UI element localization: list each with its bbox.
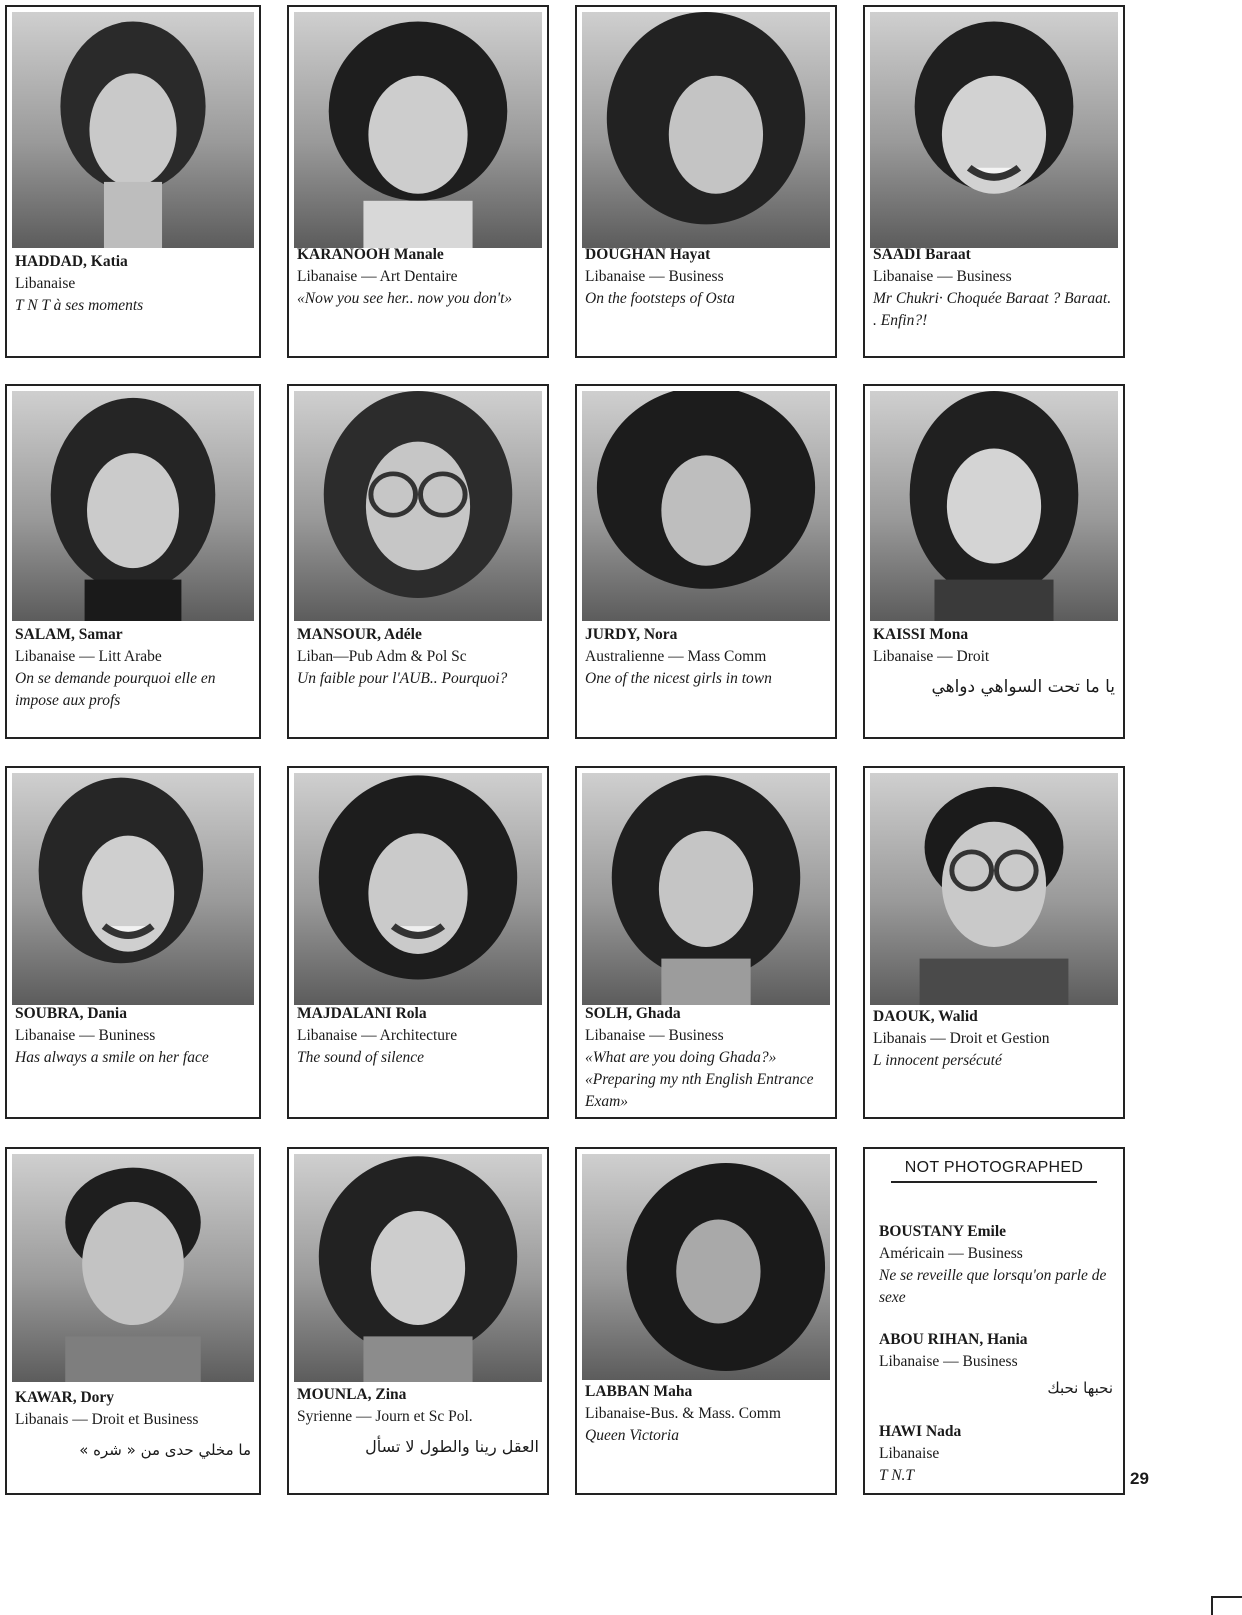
np-name: ABOU RIHAN, Hania xyxy=(879,1331,1028,1348)
np-quote: T N.T xyxy=(879,1467,915,1484)
student-quote-arabic: يا ما تحت السواهي دواهي xyxy=(931,677,1115,697)
portrait-photo xyxy=(12,391,254,621)
portrait-photo xyxy=(294,391,542,621)
student-nationality: Libanaise — Business xyxy=(585,268,724,285)
np-name: HAWI Nada xyxy=(879,1423,962,1440)
student-card-haddad xyxy=(5,5,261,358)
student-card-labban xyxy=(575,1147,837,1495)
portrait-photo xyxy=(294,12,542,248)
portrait-photo xyxy=(582,391,830,621)
portrait-photo xyxy=(294,773,542,1005)
portrait-photo xyxy=(12,1154,254,1382)
student-card-majdalani xyxy=(287,766,549,1119)
corner-crop-mark xyxy=(1211,1596,1242,1615)
student-name: KAWAR, Dory xyxy=(15,1389,115,1406)
np-nationality: Libanaise xyxy=(879,1445,940,1462)
not-photographed-title: NOT PHOTOGRAPHED xyxy=(891,1159,1097,1183)
student-quote: The sound of silence xyxy=(297,1049,424,1066)
np-quote: Ne se reveille que lorsqu'on parle de sexe xyxy=(879,1267,1107,1306)
student-quote: On se demande pourquoi elle en impose aux profs xyxy=(15,670,216,709)
student-quote: One of the nicest girls in town xyxy=(585,670,772,687)
portrait-photo xyxy=(870,773,1118,1005)
student-quote: «Now you see her.. now you don't» xyxy=(297,290,513,307)
portrait-photo xyxy=(12,12,254,248)
student-quote: Mr Chukri· Choquée Baraat ? Baraat. . Enfin?! xyxy=(873,290,1112,329)
student-quote: Queen Victoria xyxy=(585,1427,679,1444)
portrait-photo xyxy=(870,12,1118,248)
student-quote: Un faible pour l'AUB.. Pourquoi? xyxy=(297,670,508,687)
student-quote-arabic: ما مخلي حدى من « شره » xyxy=(79,1441,251,1459)
student-nationality: Libanais — Droit et Business xyxy=(15,1411,199,1428)
portrait-photo xyxy=(582,1154,830,1380)
student-quote: T N T à ses moments xyxy=(15,297,144,314)
student-card-soubra xyxy=(5,766,261,1119)
student-name: SALAM, Samar xyxy=(15,626,123,643)
student-nationality: Libanaise — Buniness xyxy=(15,1027,156,1044)
student-quote-arabic: العقل رينا والطول لا تسأل xyxy=(365,1437,539,1456)
np-name: BOUSTANY Emile xyxy=(879,1223,1007,1240)
student-card-kawar xyxy=(5,1147,261,1495)
np-nationality: Américain — Business xyxy=(879,1245,1023,1262)
student-quote: Has always a smile on her face xyxy=(15,1049,209,1066)
np-entry-hawi xyxy=(879,1421,1113,1487)
student-nationality: Libanais — Droit et Gestion xyxy=(873,1030,1050,1047)
student-nationality: Libanaise xyxy=(15,275,76,292)
student-card-karanooh xyxy=(287,5,549,358)
student-name: KARANOOH Manale xyxy=(297,246,444,263)
portrait-photo xyxy=(870,391,1118,621)
student-name: HADDAD, Katia xyxy=(15,253,128,270)
student-name: SOUBRA, Dania xyxy=(15,1005,127,1022)
student-nationality: Libanaise — Droit xyxy=(873,648,990,665)
student-card-salam xyxy=(5,384,261,739)
student-card-doughan xyxy=(575,5,837,358)
student-card-mansour xyxy=(287,384,549,739)
np-nationality: Libanaise — Business xyxy=(879,1353,1018,1370)
portrait-photo xyxy=(294,1154,542,1382)
student-card-mounla xyxy=(287,1147,549,1495)
student-quote: L innocent persécuté xyxy=(873,1052,1002,1069)
student-quote: On the footsteps of Osta xyxy=(585,290,735,307)
student-name: MAJDALANI Rola xyxy=(297,1005,427,1022)
student-nationality: Libanaise — Business xyxy=(873,268,1012,285)
student-name: LABBAN Maha xyxy=(585,1383,693,1400)
np-entry-boustany xyxy=(879,1221,1113,1309)
student-nationality: Libanaise — Art Dentaire xyxy=(297,268,458,285)
student-nationality: Libanaise — Litt Arabe xyxy=(15,648,162,665)
student-card-kaissi xyxy=(863,384,1125,739)
student-name: SOLH, Ghada xyxy=(585,1005,681,1022)
student-card-solh xyxy=(575,766,837,1119)
page-number: 29 xyxy=(1130,1469,1149,1488)
portrait-photo xyxy=(582,12,830,248)
student-name: KAISSI Mona xyxy=(873,626,969,643)
portrait-photo xyxy=(582,773,830,1005)
student-name: SAADI Baraat xyxy=(873,246,971,263)
student-nationality: Liban—Pub Adm & Pol Sc xyxy=(297,648,467,665)
student-nationality: Libanaise — Business xyxy=(585,1027,724,1044)
student-nationality: Libanaise — Architecture xyxy=(297,1027,458,1044)
student-name: MANSOUR, Adéle xyxy=(297,626,422,643)
np-quote-arabic: نحبها نحبك xyxy=(1047,1379,1113,1397)
student-name: DOUGHAN Hayat xyxy=(585,246,711,263)
student-card-daouk xyxy=(863,766,1125,1119)
student-card-saadi xyxy=(863,5,1125,358)
portrait-photo xyxy=(12,773,254,1005)
student-name: JURDY, Nora xyxy=(585,626,678,643)
not-photographed-panel xyxy=(863,1147,1125,1495)
student-name: MOUNLA, Zina xyxy=(297,1386,407,1403)
student-nationality: Libanaise-Bus. & Mass. Comm xyxy=(585,1405,781,1422)
student-nationality: Syrienne — Journ et Sc Pol. xyxy=(297,1408,473,1425)
np-entry-abou-rihan xyxy=(879,1329,1113,1399)
student-nationality: Australienne — Mass Comm xyxy=(585,648,767,665)
student-quote: «What are you doing Ghada?» «Preparing my nth English Entrance Exam» xyxy=(585,1049,814,1110)
student-name: DAOUK, Walid xyxy=(873,1008,978,1025)
student-card-jurdy xyxy=(575,384,837,739)
